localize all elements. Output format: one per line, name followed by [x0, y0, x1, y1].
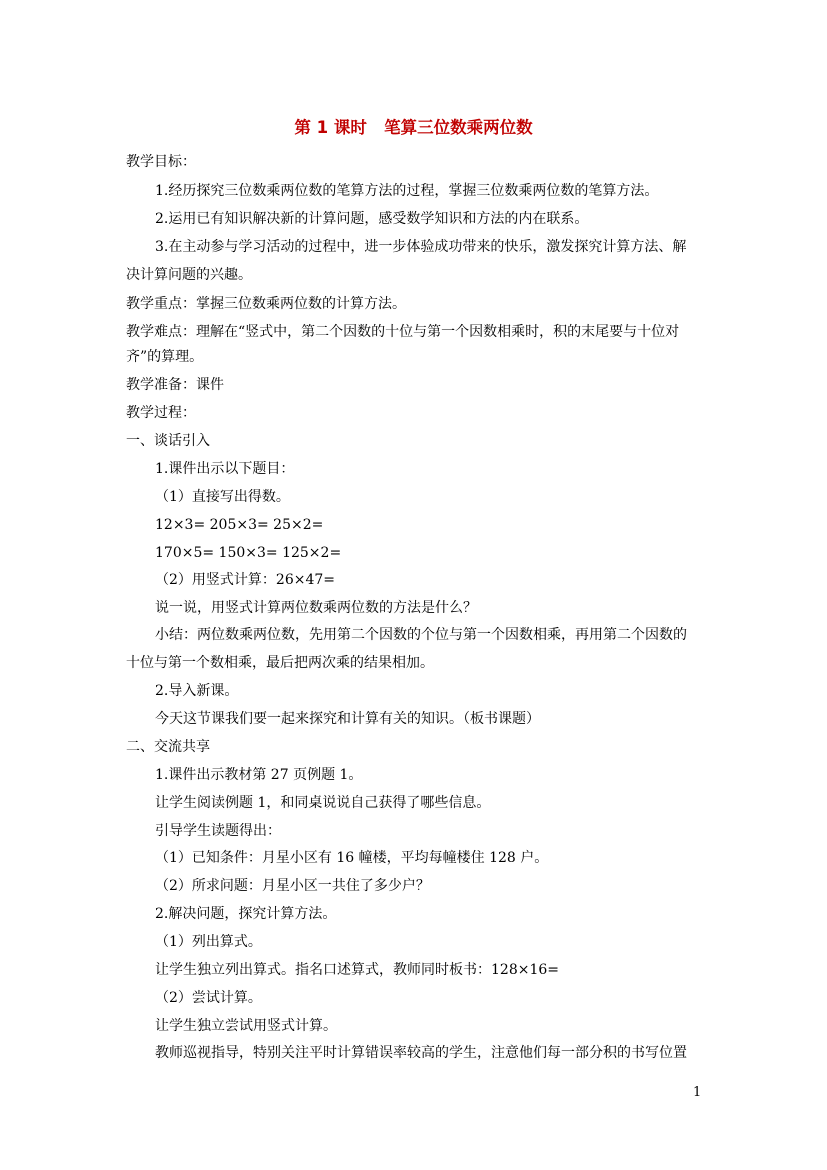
text-line: 2.解决问题，探究计算方法。 [155, 906, 337, 922]
text-line: 十位与第一个数相乘，最后把两次乘的结果相加。 [126, 655, 434, 671]
text-line: （1）已知条件：月星小区有 16 幢楼，平均每幢楼住 128 户。 [155, 850, 549, 866]
text-line: 2.运用已有知识解决新的计算问题，感受数学知识和方法的内在联系。 [155, 211, 589, 227]
text-line: 引导学生读题得出： [155, 823, 281, 839]
text-line: 一、谈话引入 [126, 433, 210, 449]
text-line: （1）列出算式。 [155, 934, 262, 950]
text-line: 说一说，用竖式计算两位数乘两位数的方法是什么？ [155, 600, 477, 616]
text-line: 1.课件出示教材第 27 页例题 1。 [155, 767, 363, 783]
text-line: （2）用竖式计算：26×47= [155, 572, 335, 588]
text-line: 教师巡视指导，特别关注平时计算错误率较高的学生，注意他们每一部分积的书写位置 [155, 1045, 687, 1061]
text-line: 170×5= 150×3= 125×2= [155, 545, 342, 561]
text-line: 今天这节课我们要一起来探究和计算有关的知识。（板书课题） [155, 711, 540, 727]
lesson-title: 第 1 课时 笔算三位数乘两位数 [294, 118, 533, 137]
text-line: 小结：两位数乘两位数，先用第二个因数的个位与第一个因数相乘，再用第二个因数的 [155, 627, 687, 643]
text-line: 教学目标： [126, 154, 196, 170]
text-line: 齐”的算理。 [126, 349, 204, 365]
text-line: 让学生阅读例题 1，和同桌说说自己获得了哪些信息。 [155, 795, 491, 811]
text-line: 让学生独立尝试用竖式计算。 [155, 1018, 337, 1034]
text-line: 决计算问题的兴趣。 [126, 267, 252, 283]
text-line: 教学准备：课件 [126, 377, 224, 393]
text-line: 教学难点：理解在“竖式中，第二个因数的十位与第一个因数相乘时，积的末尾要与十位对 [126, 324, 680, 340]
text-line: （2）所求问题：月星小区一共住了多少户？ [155, 878, 430, 894]
text-line: （1）直接写出得数。 [155, 489, 290, 505]
text-line: 3.在主动参与学习活动的过程中，进一步体验成功带来的快乐，激发探究计算方法、解 [155, 239, 687, 255]
text-line: （2）尝试计算。 [155, 990, 262, 1006]
text-line: 1.课件出示以下题目： [155, 461, 295, 477]
text-line: 1.经历探究三位数乘两位数的笔算方法的过程，掌握三位数乘两位数的笔算方法。 [155, 183, 659, 199]
page-number: 1 [693, 1085, 702, 1100]
text-line: 12×3= 205×3= 25×2= [155, 517, 324, 533]
text-line: 二、交流共享 [126, 739, 210, 755]
text-line: 教学重点：掌握三位数乘两位数的计算方法。 [126, 296, 406, 312]
text-line: 教学过程： [126, 405, 196, 421]
text-line: 2.导入新课。 [155, 683, 239, 699]
text-line: 让学生独立列出算式。指名口述算式，教师同时板书：128×16= [155, 962, 559, 978]
